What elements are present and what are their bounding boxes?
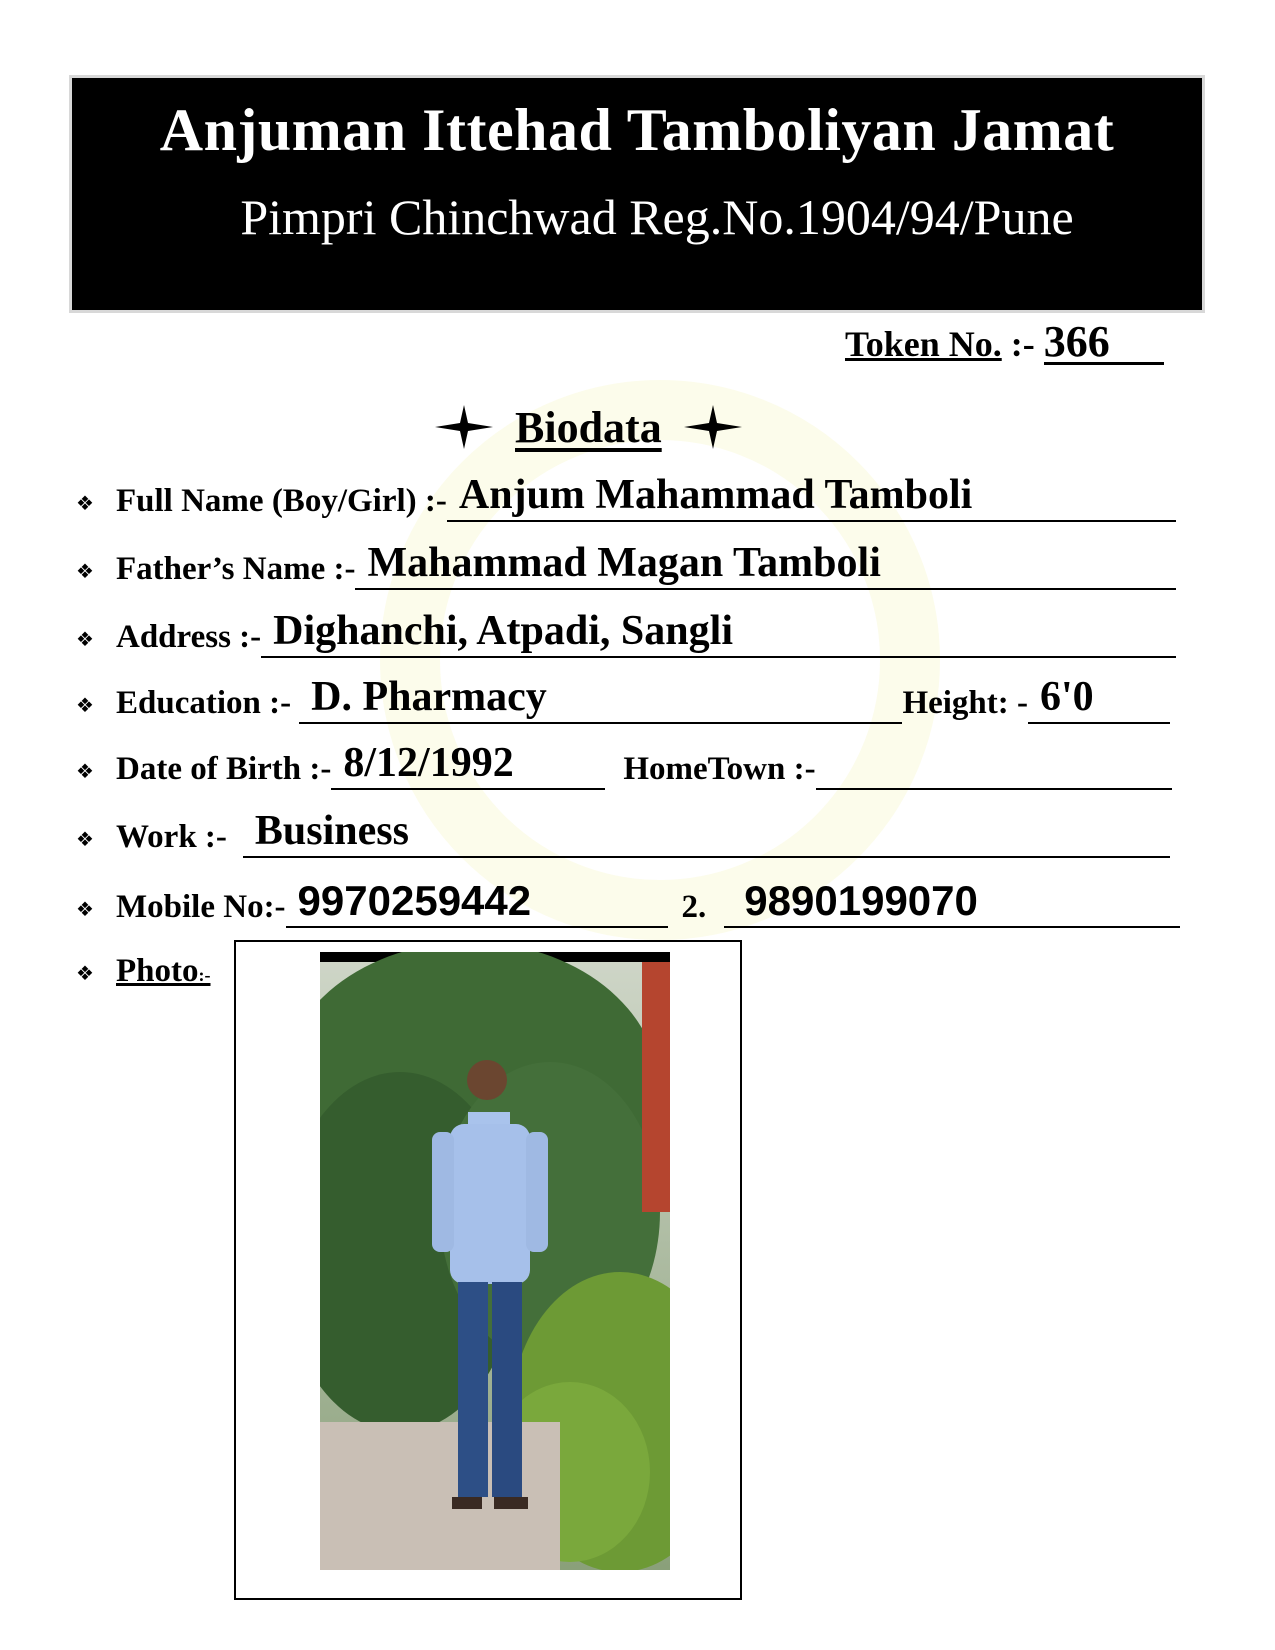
field-mobile [76,876,1180,928]
dob-value: 8/12/1992 [331,740,605,790]
diamond-bullet-icon: ❖ [76,829,94,851]
hometown-value [816,740,1172,790]
header-banner [72,78,1202,310]
diamond-bullet-icon: ❖ [76,761,94,783]
full-name-label: Full Name (Boy/Girl) :- [116,483,447,519]
biodata-heading [435,397,742,457]
diamond-bullet-icon: ❖ [76,695,94,717]
token-label: Token No. [845,324,1002,364]
father-name-label: Father’s Name :- [116,551,356,587]
address-label: Address :- [116,619,262,655]
token-number [845,317,1164,366]
height-label: Height: - [902,685,1028,721]
organization-name: Anjuman Ittehad Tamboliyan Jamat [159,97,1115,163]
father-name-value: Mahammad Magan Tamboli [355,540,1176,590]
field-education [76,672,1170,724]
star-icon [435,405,493,449]
hometown-label: HomeTown :- [623,751,816,787]
photo-label: Photo:- [116,953,211,989]
field-date-of-birth [76,738,1172,790]
token-value: 366 [1044,322,1164,365]
organization-registration: Pimpri Chinchwad Reg.No.1904/94/Pune [240,189,1074,245]
full-name-value: Anjum Mahammad Tamboli [447,472,1176,522]
education-value: D. Pharmacy [299,674,902,724]
diamond-bullet-icon: ❖ [76,963,94,985]
mobile-value: 9970259442 [286,878,668,928]
field-work [76,806,1170,858]
dob-label: Date of Birth :- [116,751,332,787]
work-value: Business [243,808,1170,858]
education-label: Education :- [116,685,292,721]
diamond-bullet-icon: ❖ [76,561,94,583]
field-full-name [76,470,1176,522]
mobile2-value: 9890199070 [724,878,1180,928]
star-icon [684,405,742,449]
mobile2-label: 2. [681,889,707,925]
page-title: Biodata [515,402,662,452]
mobile-label: Mobile No:- [116,889,286,925]
token-separator: :- [1010,324,1035,364]
diamond-bullet-icon: ❖ [76,899,94,921]
height-value: 6'0 [1028,674,1170,724]
address-value: Dighanchi, Atpadi, Sangli [261,608,1176,658]
field-address [76,606,1176,658]
profile-photo [320,952,670,1570]
field-father-name [76,538,1176,590]
field-photo [76,940,246,992]
diamond-bullet-icon: ❖ [76,493,94,515]
work-label: Work :- [116,819,227,855]
diamond-bullet-icon: ❖ [76,629,94,651]
